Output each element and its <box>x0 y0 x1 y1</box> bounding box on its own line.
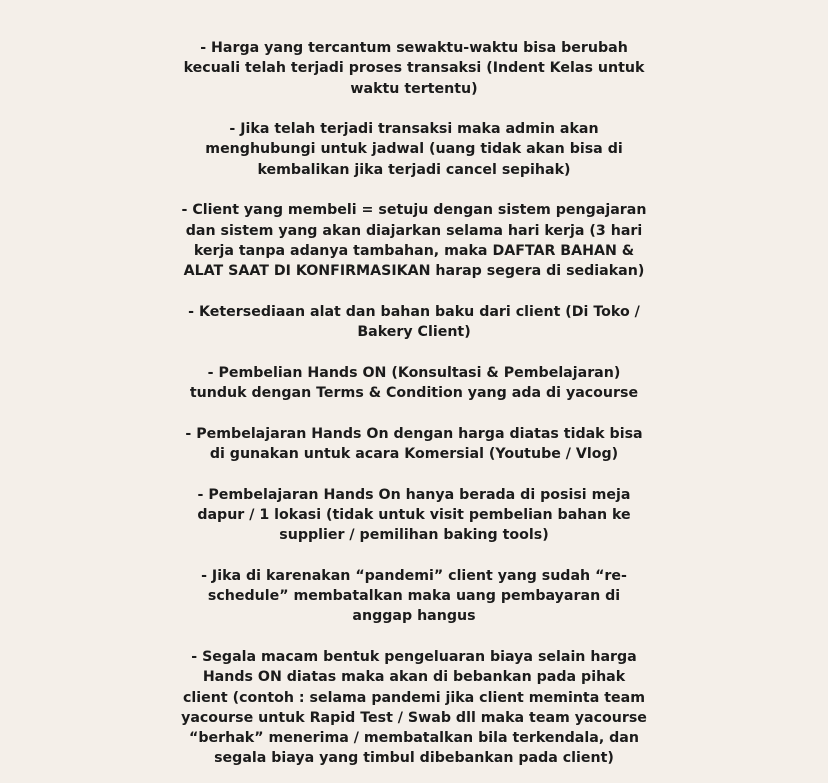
term-item-price-change: - Harga yang tercantum sewaktu-waktu bisa berubah kecuali telah terjadi proses transaksi (Indent Kelas untuk waktu tertentu) <box>183 40 645 97</box>
term-item-location: - Pembelajaran Hands On hanya berada di posisi meja dapur / 1 lokasi (tidak untuk visit pembelian bahan ke supplier / pemilihan baking tools) <box>197 486 631 544</box>
terms-and-conditions <box>180 38 648 769</box>
term-item-teaching-system: - Client yang membeli = setuju dengan sistem pengajaran dan sistem yang akan diajarkan selama hari kerja (3 hari kerja tanpa adanya tambahan, maka DAFTAR BAHAN & ALAT SAAT DI KONFIRMASIKAN harap segera di sediakan) <box>181 202 647 280</box>
term-item-extra-costs: - Segala macam bentuk pengeluaran biaya selain harga Hands ON diatas maka akan di bebankan pada pihak client (contoh : selama pandemi jika client meminta team yacourse untuk Rapid Test / Swab dll maka team yacourse “berhak” menerima / membatalkan bila terkendala, dan segala biaya yang timbul dibebankan pada client) <box>181 648 647 767</box>
term-item-tools-materials: - Ketersediaan alat dan bahan baku dari client (Di Toko / Bakery Client) <box>188 303 640 341</box>
term-item-transaction-schedule: - Jika telah terjadi transaksi maka admin akan menghubungi untuk jadwal (uang tidak akan bisa di kembalikan jika terjadi cancel sepihak) <box>205 121 623 178</box>
term-item-pandemic-reschedule: - Jika di karenakan “pandemi” client yang sudah “re- schedule” membatalkan maka uang pembayaran di anggap hangus <box>201 567 627 625</box>
term-item-commercial-use: - Pembelajaran Hands On dengan harga diatas tidak bisa di gunakan untuk acara Komersial (Youtube / Vlog) <box>185 425 643 462</box>
term-item-hands-on-purchase: - Pembelian Hands ON (Konsultasi & Pembelajaran) tunduk dengan Terms & Condition yang ada di yacourse <box>189 364 639 402</box>
